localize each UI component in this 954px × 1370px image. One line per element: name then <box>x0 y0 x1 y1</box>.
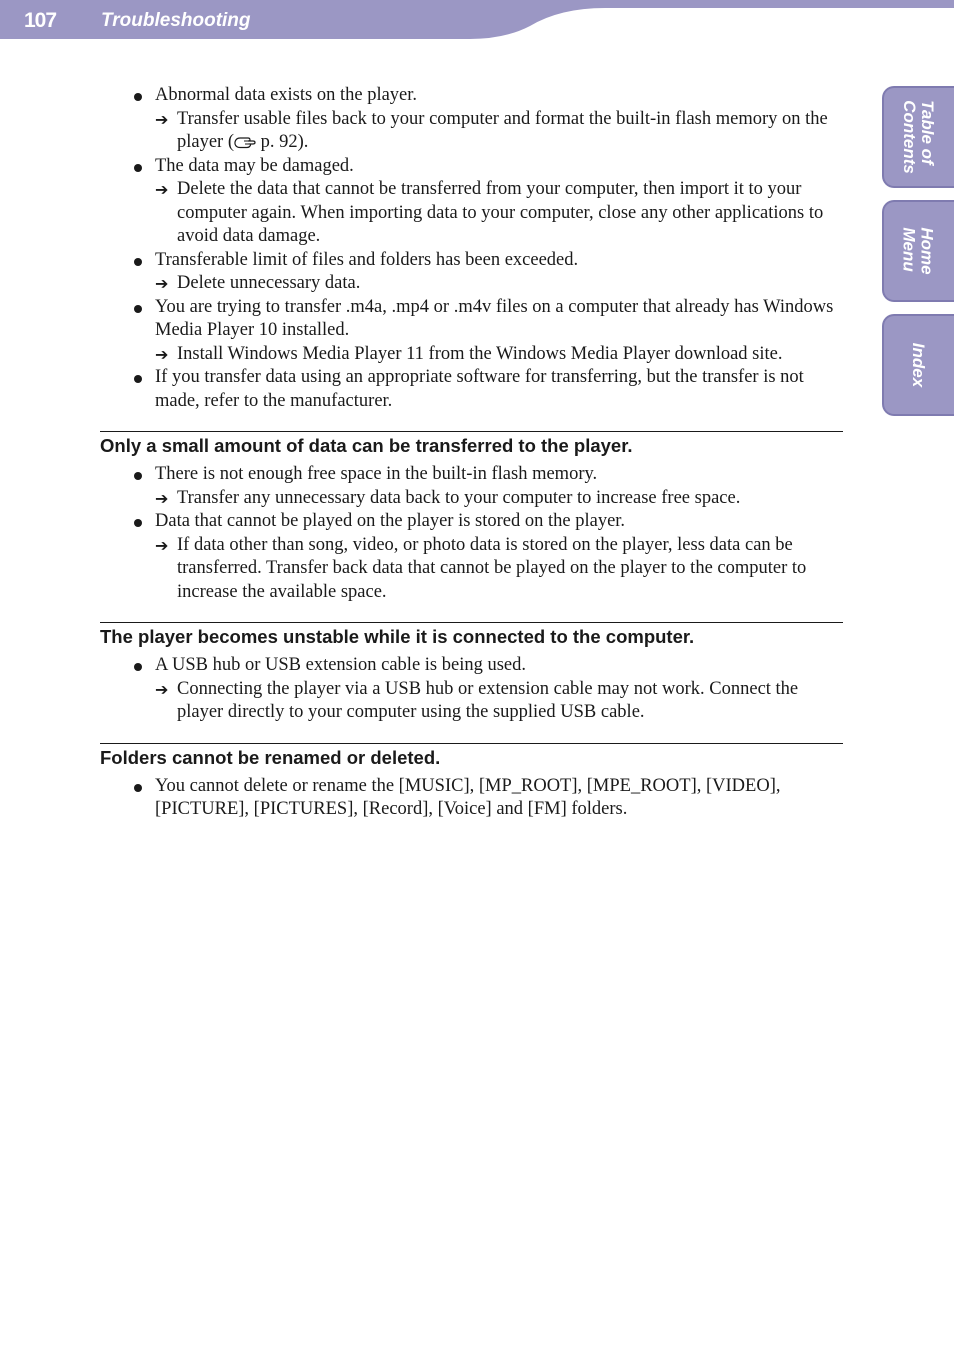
tab-index[interactable] <box>882 314 954 416</box>
cause-text: A USB hub or USB extension cable is being used. <box>155 655 527 675</box>
remedy-text: Transfer usable files back to your computer and format the built-in flash memory on the player ( <box>177 108 828 152</box>
remedy-text: Delete unnecessary data. <box>177 273 361 293</box>
bullet-dot-icon <box>134 305 142 313</box>
remedy <box>100 272 843 296</box>
remedy-text: Transfer any unnecessary data back to your computer to increase free space. <box>177 487 741 508</box>
remedy-text: Install Windows Media Player 11 from the Windows Media Player download site. <box>177 343 783 364</box>
list-item <box>100 249 843 296</box>
list-item <box>100 366 843 413</box>
section-small-transfer <box>100 431 843 604</box>
tab-table-of-contents[interactable] <box>882 86 954 188</box>
section-heading: Folders cannot be renamed or deleted. <box>100 746 441 768</box>
remedy-text: Delete the data that cannot be transferred from your computer, then import it to your computer again. When importing data to your computer, close any other applications to avoid data damage. <box>177 179 824 246</box>
arrow-right-icon: ➔ <box>155 488 169 508</box>
remedy <box>100 487 843 511</box>
list-item <box>100 775 843 822</box>
bullet-dot-icon <box>134 784 142 792</box>
page-content <box>100 84 843 822</box>
section-unstable-connection <box>100 622 843 725</box>
cause-text: The data may be damaged. <box>155 155 354 176</box>
intro-list <box>100 84 843 413</box>
section-folders <box>100 743 843 822</box>
bullet-dot-icon <box>134 519 142 527</box>
cause-text: Data that cannot be played on the player is stored on the player. <box>155 511 626 531</box>
arrow-right-icon: ➔ <box>155 679 169 699</box>
tab-label: Table of Contents <box>899 100 937 174</box>
bullet-dot-icon <box>134 375 142 383</box>
tab-label: Home Menu <box>899 227 937 275</box>
arrow-right-icon: ➔ <box>155 535 169 555</box>
bullet-dot-icon <box>134 663 142 671</box>
section-heading: The player becomes unstable while it is connected to the computer. <box>100 626 695 647</box>
page-number: 107 <box>24 9 57 32</box>
remedy <box>100 178 843 249</box>
list-item <box>100 296 843 367</box>
page-header <box>0 0 954 40</box>
cause-text: You are trying to transfer .m4a, .mp4 or .m4v files on a computer that already has Windows Media Player 10 installed. <box>155 296 834 340</box>
arrow-right-icon: ➔ <box>155 109 169 129</box>
tab-label: Index <box>909 342 928 388</box>
section-list <box>100 775 843 822</box>
arrow-right-icon: ➔ <box>155 180 169 199</box>
bullet-dot-icon <box>134 472 142 480</box>
section-title: Troubleshooting <box>101 10 251 31</box>
list-item <box>100 510 843 604</box>
tab-home-menu[interactable] <box>882 200 954 302</box>
list-item <box>100 155 843 249</box>
list-item <box>100 463 843 510</box>
cause-text: There is not enough free space in the built-in flash memory. <box>155 464 598 484</box>
remedy <box>100 678 843 725</box>
remedy-text: Connecting the player via a USB hub or extension cable may not work. Connect the player directly to your computer using the supplied USB cable. <box>177 678 799 722</box>
bullet-dot-icon <box>134 258 142 266</box>
remedy <box>100 534 843 605</box>
section-list <box>100 463 843 604</box>
cause-text: You cannot delete or rename the [MUSIC], [MP_ROOT], [MPE_ROOT], [VIDEO], [PICTURE], [PICTURES], [Record], [Voice] and [FM] folders. <box>155 775 781 819</box>
arrow-right-icon: ➔ <box>155 274 169 293</box>
cause-text: Transferable limit of files and folders has been exceeded. <box>155 249 579 270</box>
cause-text: Abnormal data exists on the player. <box>155 85 418 105</box>
bullet-dot-icon <box>134 93 142 101</box>
section-list <box>100 654 843 725</box>
remedy-page-ref[interactable]: p. 92). <box>256 132 309 152</box>
section-heading: Only a small amount of data can be transferred to the player. <box>100 435 633 456</box>
bullet-dot-icon <box>134 164 142 172</box>
remedy <box>100 108 843 155</box>
remedy <box>100 343 843 367</box>
remedy-text: If data other than song, video, or photo data is stored on the player, less data can be transferred. Transfer back data that cannot be played on the player to the computer to increase the available space. <box>177 534 807 602</box>
cause-text: If you transfer data using an appropriate software for transferring, but the transfer is not made, refer to the manufacturer. <box>155 367 804 411</box>
arrow-right-icon: ➔ <box>155 344 169 364</box>
pointing-hand-icon[interactable] <box>234 133 256 147</box>
list-item <box>100 84 843 155</box>
list-item <box>100 654 843 725</box>
